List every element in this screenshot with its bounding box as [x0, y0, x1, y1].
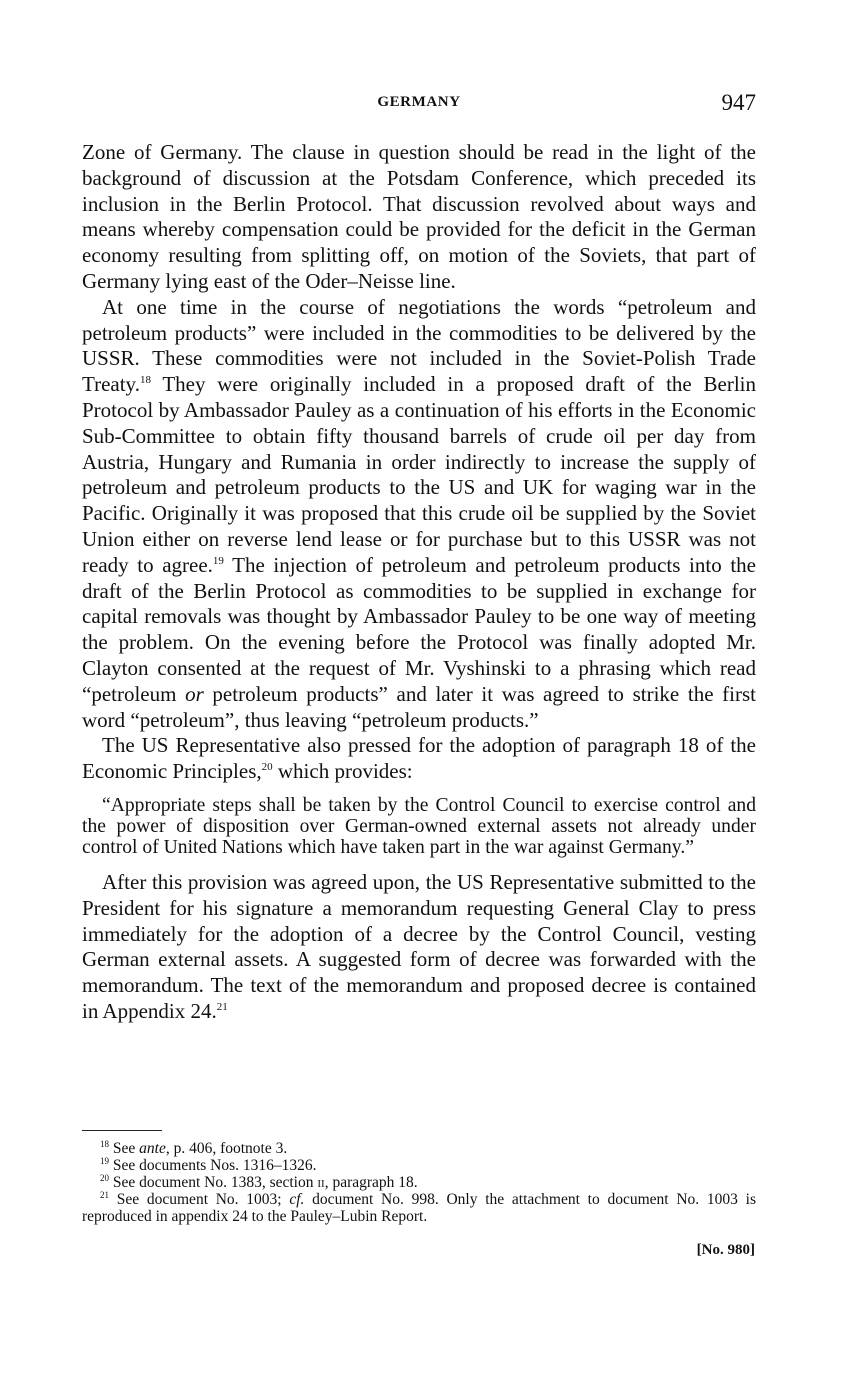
footnote-19-text: See documents Nos. 1316–1326. — [109, 1157, 317, 1174]
footnote-ref-18: 18 — [139, 374, 151, 387]
paragraph-4 — [82, 870, 756, 1025]
footnote-20-text-b: , paragraph 18. — [324, 1174, 418, 1191]
footnote-ref-19: 19 — [212, 554, 224, 567]
paragraph-3 — [82, 733, 756, 785]
footnote-20-section: ii — [317, 1174, 325, 1191]
footnote-20-text-a: See document No. 1383, section — [109, 1174, 318, 1191]
footnote-18 — [82, 1140, 756, 1157]
footnote-ref-21: 21 — [216, 1000, 228, 1013]
footnote-19 — [82, 1157, 756, 1174]
body-text — [82, 140, 756, 1025]
paragraph-3-text-a: The US Representative also pressed for the adoption of paragraph 18 of the Economic Principles, — [82, 733, 756, 784]
footnote-21-cf: cf. — [289, 1191, 305, 1208]
paragraph-2-text-a: At one time in the course of negotiations the words “petroleum and petroleum products” were included in the commodities to be delivered by the USSR. These commodities were not included in the Soviet-Polish Trade Treaty. — [82, 294, 756, 397]
page-number: 947 — [721, 90, 756, 115]
block-quote: “Appropriate steps shall be taken by the Control Council to exercise control and the power of disposition over German-owned external assets not already under control of United Nations which have taken part in the war against Germany.” — [82, 794, 756, 858]
running-head — [82, 90, 756, 120]
paragraph-3-text-b: which provides: — [272, 759, 413, 784]
footnote-ref-20: 20 — [261, 761, 273, 774]
paragraph-2-text-c: The injection of petroleum and petroleum products into the draft of the Berlin Protocol as commodities to be supplied in exchange for capital removals was thought by Ambassador Pauley to be one way of meeting the problem. On the evening before the Protocol was finally adopted Mr. Clayton consented at the request of Mr. Vyshinski to a phrasing which read “petroleum — [82, 552, 756, 706]
footnotes — [82, 1140, 756, 1225]
paragraph-2 — [82, 295, 756, 734]
paragraph-2-italic-or: or — [185, 681, 204, 706]
footnote-18-text-b: , p. 406, footnote 3. — [165, 1140, 288, 1157]
paragraph-4-text: After this provision was agreed upon, the US Representative submitted to the President for his signature a memorandum requesting General Clay to press immediately for the adoption of a decree by the Control Council, vesting German external assets. A suggested form of decree was forwarded with the memorandum. The text of the memorandum and proposed decree is contained in Appendix 24. — [82, 869, 756, 1023]
paragraph-1 — [82, 140, 756, 295]
footnote-21-text-a: See document No. 1003; — [109, 1191, 290, 1208]
document-number-marker: [No. 980] — [696, 1242, 755, 1258]
footnote-21 — [82, 1191, 756, 1225]
footnote-20 — [82, 1174, 756, 1191]
footnote-21-text-b: document No. 998. Only the attachment to document No. 1003 is reproduced in appendix 24 to the Pauley–Lubin Report. — [82, 1191, 756, 1225]
footnote-21-number: 21 — [100, 1190, 109, 1200]
footnote-18-ante: ante — [139, 1140, 166, 1157]
footnote-rule — [82, 1130, 162, 1131]
footnote-19-number: 19 — [100, 1156, 109, 1166]
footnote-18-text-a: See — [109, 1140, 140, 1157]
running-title: GERMANY — [377, 94, 461, 110]
footnote-20-number: 20 — [100, 1173, 109, 1183]
paragraph-1-text: Zone of Germany. The clause in question should be read in the light of the background of discussion at the Potsdam Conference, which preceded its inclusion in the Berlin Protocol. That discussion revolved about ways and means whereby compensation could be provided for the deficit in the German economy resulting from splitting off, on motion of the Soviets, that part of Germany lying east of the Oder–Neisse line. — [82, 140, 756, 293]
paragraph-2-text-d: petroleum products” and later it was agreed to strike the first word “petroleum”, thus leaving “petroleum products.” — [82, 681, 756, 732]
footnote-18-number: 18 — [100, 1139, 109, 1149]
paragraph-2-text-b: They were originally included in a proposed draft of the Berlin Protocol by Ambassador Pauley as a continuation of his efforts in the Economic Sub-Committee to obtain fifty thousand barrels of crude oil per day from Austria, Hungary and Rumania in order indirectly to increase the supply of petroleum and petroleum products to the US and UK for waging war in the Pacific. Originally it was proposed that this crude oil be supplied by the Soviet Union either on reverse lend lease or for purchase but to this USSR was not ready to agree. — [82, 372, 756, 577]
